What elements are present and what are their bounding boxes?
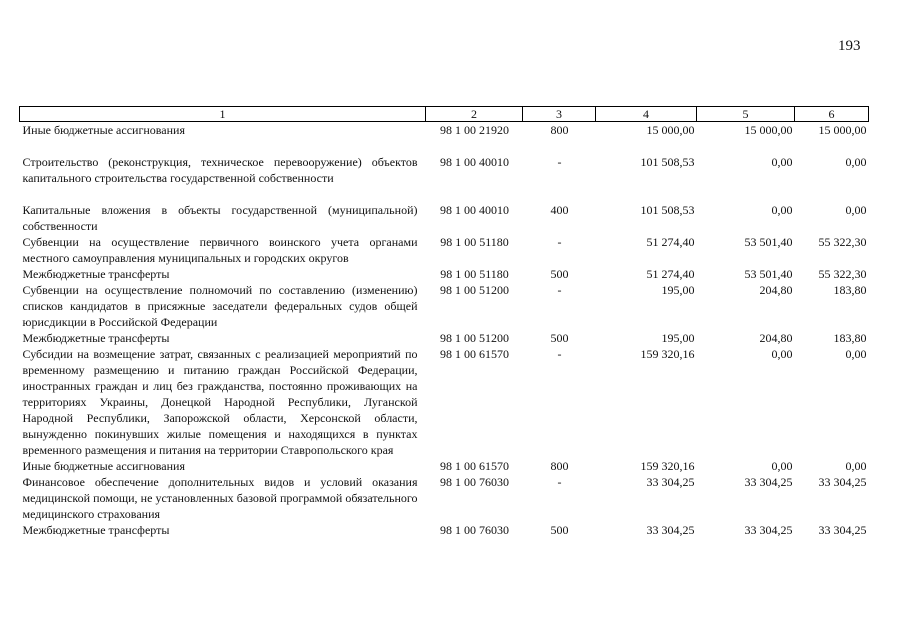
row-amount-2: 53 501,40 [744, 267, 793, 281]
row-amount-3: 55 322,30 [818, 235, 867, 249]
row-name: Капитальные вложения в объекты государственной (муниципальной) собственности [22, 203, 418, 233]
row-amount-1: 15 000,00 [646, 123, 695, 137]
row-target-code: 98 1 00 61570 [440, 347, 509, 361]
row-expense-type: - [557, 347, 562, 361]
row-target-code: 98 1 00 21920 [440, 123, 509, 137]
row-expense-type: 500 [550, 267, 569, 281]
row-expense-type: - [557, 155, 562, 169]
row-amount-2: 15 000,00 [744, 123, 793, 137]
row-name: Строительство (реконструкция, техническое перевооружение) объектов капитального строительства государственной собственности [22, 155, 418, 185]
row-name: Субвенции на осуществление первичного воинского учета органами местного самоуправления муниципальных и городских округов [22, 235, 418, 265]
row-target-code: 98 1 00 51180 [440, 235, 509, 249]
row-target-code: 98 1 00 40010 [440, 203, 509, 217]
table-row [20, 330, 869, 346]
row-amount-2: 0,00 [771, 459, 793, 473]
row-amount-1: 159 320,16 [640, 347, 695, 361]
row-name: Субсидии на возмещение затрат, связанных с реализацией мероприятий по временному размещению и питанию граждан Российской Федерации, иностранных граждан и лиц без гражданства, постоянно проживающих на территориях Украины, Донецкой Народной Республики, Луганской Народной Республики, Запорожской области, Херсонской области, вынужденно покинувших жилые помещения и находящихся в пунктах временного размещения и питания на территории Ставропольского края [22, 347, 418, 457]
row-amount-3: 183,80 [833, 331, 867, 345]
column-header-4: 4 [596, 107, 697, 122]
row-target-code: 98 1 00 76030 [440, 523, 509, 537]
row-amount-3: 0,00 [845, 347, 867, 361]
row-amount-2: 204,80 [759, 283, 793, 297]
table-row [20, 122, 869, 155]
table-row [20, 202, 869, 234]
row-amount-2: 53 501,40 [744, 235, 793, 249]
row-target-code: 98 1 00 51200 [440, 283, 509, 297]
row-target-code: 98 1 00 51200 [440, 331, 509, 345]
column-header-6: 6 [795, 107, 869, 122]
row-amount-1: 51 274,40 [646, 267, 695, 281]
row-amount-3: 15 000,00 [818, 123, 867, 137]
row-name: Субвенции на осуществление полномочий по составлению (изменению) списков кандидатов в присяжные заседатели федеральных судов общей юрисдикции в Российской Федерации [22, 283, 418, 329]
row-expense-type: 800 [550, 123, 569, 137]
row-amount-2: 0,00 [771, 203, 793, 217]
table-row [20, 346, 869, 458]
table-row [20, 458, 869, 474]
row-name: Межбюджетные трансферты [22, 331, 170, 345]
table-row [20, 522, 869, 538]
row-amount-3: 33 304,25 [818, 523, 867, 537]
table-row [20, 154, 869, 202]
row-target-code: 98 1 00 40010 [440, 155, 509, 169]
row-name: Финансовое обеспечение дополнительных видов и условий оказания медицинской помощи, не установленных базовой программой обязательного медицинского страхования [22, 475, 418, 521]
row-amount-3: 0,00 [845, 459, 867, 473]
row-amount-3: 55 322,30 [818, 267, 867, 281]
row-expense-type: 800 [550, 459, 569, 473]
column-header-1: 1 [20, 107, 426, 122]
budget-table [19, 106, 869, 538]
table-header-row [20, 107, 869, 122]
table-row [20, 234, 869, 266]
row-name: Иные бюджетные ассигнования [22, 123, 185, 137]
row-amount-1: 33 304,25 [646, 475, 695, 489]
column-header-5: 5 [697, 107, 795, 122]
row-expense-type: 500 [550, 523, 569, 537]
table-row [20, 282, 869, 330]
row-amount-1: 195,00 [661, 331, 695, 345]
row-target-code: 98 1 00 51180 [440, 267, 509, 281]
row-amount-1: 195,00 [661, 283, 695, 297]
row-expense-type: 400 [550, 203, 569, 217]
table-row [20, 266, 869, 282]
row-amount-2: 0,00 [771, 347, 793, 361]
row-target-code: 98 1 00 61570 [440, 459, 509, 473]
row-name: Иные бюджетные ассигнования [22, 459, 185, 473]
column-header-3: 3 [523, 107, 596, 122]
row-expense-type: - [557, 235, 562, 249]
row-expense-type: 500 [550, 331, 569, 345]
row-target-code: 98 1 00 76030 [440, 475, 509, 489]
row-amount-2: 33 304,25 [744, 475, 793, 489]
row-amount-2: 204,80 [759, 331, 793, 345]
row-amount-1: 101 508,53 [640, 203, 695, 217]
column-header-2: 2 [426, 107, 523, 122]
row-amount-2: 33 304,25 [744, 523, 793, 537]
row-amount-3: 33 304,25 [818, 475, 867, 489]
row-name: Межбюджетные трансферты [22, 267, 170, 281]
row-amount-1: 33 304,25 [646, 523, 695, 537]
row-amount-3: 0,00 [845, 155, 867, 169]
row-amount-1: 51 274,40 [646, 235, 695, 249]
row-expense-type: - [557, 283, 562, 297]
row-amount-1: 159 320,16 [640, 459, 695, 473]
row-amount-3: 183,80 [833, 283, 867, 297]
row-name: Межбюджетные трансферты [22, 523, 170, 537]
row-amount-3: 0,00 [845, 203, 867, 217]
row-amount-2: 0,00 [771, 155, 793, 169]
row-amount-1: 101 508,53 [640, 155, 695, 169]
page-number: 193 [838, 38, 861, 54]
table-row [20, 474, 869, 522]
row-expense-type: - [557, 475, 562, 489]
